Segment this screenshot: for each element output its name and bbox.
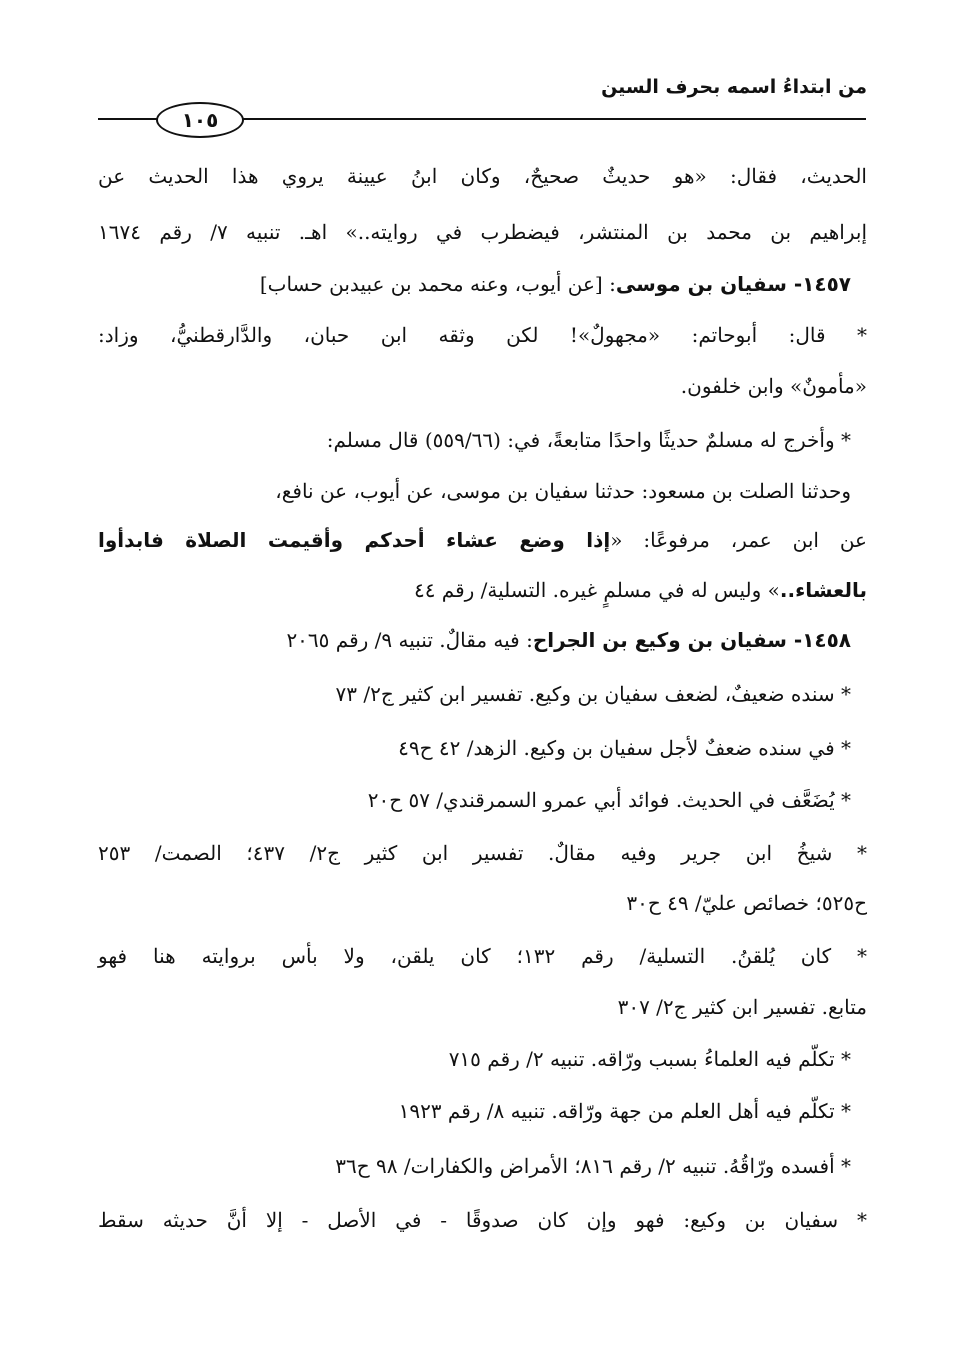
text-run: متابع. تفسير ابن كثير ج٢/ ٣٠٧ <box>617 995 867 1019</box>
text-line <box>626 893 867 913</box>
text-run: * شيخُ ابن جرير وفيه مقالٌ. تفسير ابن كثير ج٢/ ٤٣٧؛ الصمت/ ٢٥٣ <box>98 841 867 865</box>
text-run: «مأمونٌ» وابن خلفون. <box>680 374 867 398</box>
text-line <box>286 630 851 650</box>
bold-text: إذا وضع عشاء أحدكم وأقيمت الصلاة فابدأوا <box>98 528 611 552</box>
text-run: * أفسده ورّاقُهُ. تنبيه ٢/ رقم ٨١٦؛ الأمراض والكفارات/ ٩٨ ح٣٦ <box>335 1154 851 1178</box>
text-line <box>398 738 851 758</box>
text-run: * وأخرج له مسلمٌ حديثًا واحدًا متابعةً، في: (٥٥٩/٦٦) قال مسلم: <box>326 428 851 452</box>
text-line <box>681 376 867 396</box>
text-run: ح٥٢٥؛ خصائص عليّ/ ٤٩ ح٣٠ <box>626 891 867 915</box>
text-run: عن ابن عمر، مرفوعًا: « <box>610 528 867 552</box>
text-run: : فيه مقالٌ. تنبيه ٩/ رقم ٢٠٦٥ <box>286 628 533 652</box>
text-line <box>618 997 867 1017</box>
text-line <box>399 1101 851 1121</box>
text-run: * قال: أبوحاتم: «مجهولٌ»! لكن وثقه ابن حبان، والدَّارقطنيُّ، وزاد: <box>98 323 867 347</box>
text-line <box>335 1156 851 1176</box>
text-run: » وليس له في مسلمٍ غيره. التسلية/ رقم ٤٤ <box>413 578 780 602</box>
text-line <box>368 790 851 810</box>
bold-text: ١٤٥٨- <box>786 628 851 652</box>
text-run: * كان يُلقنُ. التسلية/ رقم ١٣٢؛ كان يلقن، ولا بأس بروايته هنا فهو <box>98 944 868 968</box>
text-run: : [عن أيوب، وعنه محمد بن عبيدبن حساب] <box>259 272 616 296</box>
text-run: * تكلّم فيه العلماءُ بسبب ورّاقه. تنبيه ٢/ رقم ٧١٥ <box>448 1047 851 1071</box>
text-run: * يُضَعَّف في الحديث. فوائد أبي عمرو السمرقندي/ ٥٧ ح٢٠ <box>367 788 851 812</box>
page-number: ١٠٥ <box>156 102 244 138</box>
text-run: * سنده ضعيفٌ، لضعف سفيان بن وكيع. تفسير ابن كثير ج٢/ ٧٣ <box>335 682 851 706</box>
text-run: * سفيان بن وكيع: فهو وإن كان صدوقًا - في الأصل - إلا أنَّ حديثه سقط <box>98 1208 867 1232</box>
text-line <box>336 684 851 704</box>
bold-text: سفيان بن وكيع بن الجراح <box>532 628 787 652</box>
text-line <box>275 481 851 501</box>
text-line <box>98 325 867 345</box>
text-line <box>449 1049 851 1069</box>
text-run: وحدثنا الصلت بن مسعود: حدثنا سفيان بن موسى، عن أيوب، عن نافع، <box>275 479 851 503</box>
text-line <box>414 580 867 600</box>
text-line <box>98 530 867 550</box>
text-line <box>98 946 867 966</box>
bold-text: سفيان بن موسى <box>615 272 787 296</box>
text-line <box>98 1210 867 1230</box>
bold-text: بالعشاء.. <box>779 578 867 602</box>
text-run: * في سنده ضعفٌ لأجل سفيان بن وكيع. الزهد/ ٤٢ ح٤٩ <box>398 736 851 760</box>
text-line <box>98 166 867 186</box>
text-line <box>327 430 851 450</box>
text-run: * تكلّم فيه أهل العلم من جهة ورّاقه. تنبيه ٨/ رقم ١٩٢٣ <box>398 1099 851 1123</box>
bold-text: ١٤٥٧- <box>786 272 851 296</box>
text-line <box>98 843 867 863</box>
running-header: من ابتداءُ اسمه بحرف السين <box>601 76 867 98</box>
text-run: الحديث، فقال: «هو حديثٌ صحيحٌ، وكان ابنُ عيينة يروي هذا الحديث عن <box>98 164 867 188</box>
text-line <box>98 222 867 242</box>
text-run: إبراهيم بن محمد بن المنتشر، فيضطرب في روايته..» اهـ. تنبيه ٧/ رقم ١٦٧٤ <box>98 220 868 244</box>
text-line <box>260 274 851 294</box>
